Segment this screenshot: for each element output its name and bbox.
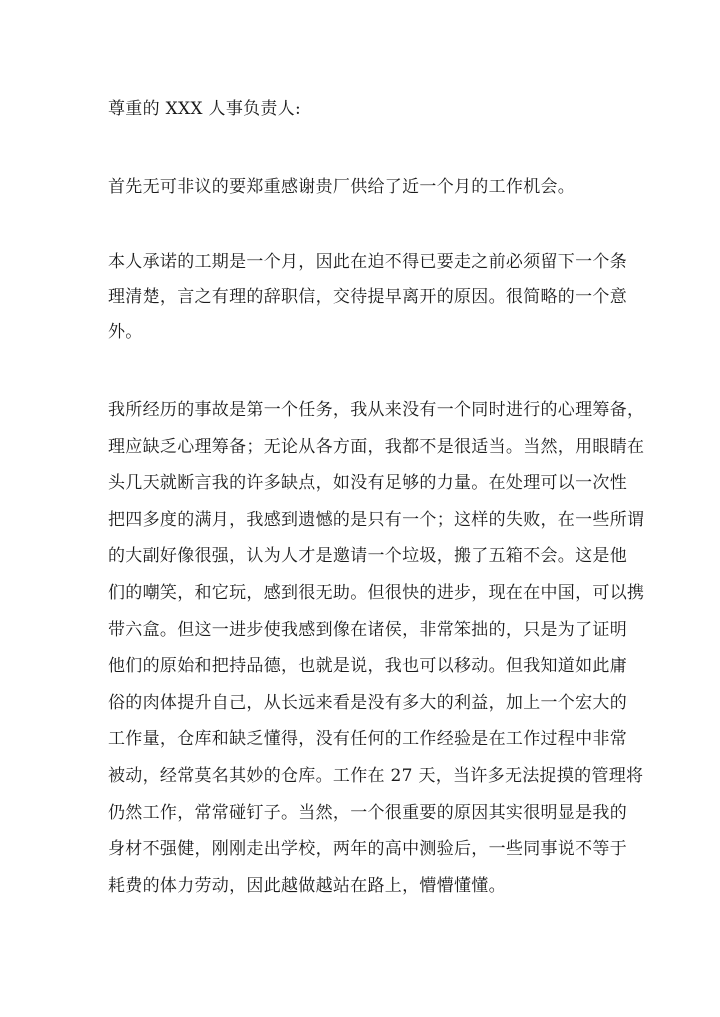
paragraph-line: 理清楚，言之有理的辞职信，交待提早离开的原因。很简略的一个意 bbox=[108, 287, 627, 307]
paragraph-line: 的大副好像很强，认为人才是邀请一个垃圾，搬了五箱不会。这是他 bbox=[108, 546, 627, 567]
paragraph-line: 他们的原始和把持品德，也就是说，我也可以移动。但我知道如此庸 bbox=[108, 656, 627, 677]
paragraph-thanks: 首先无可非议的要郑重感谢贵厂供给了近一个月的工作机会。 bbox=[108, 177, 576, 197]
paragraph-line: 俗的肉体提升自己，从长远来看是没有多大的利益，加上一个宏大的 bbox=[108, 692, 627, 713]
paragraph-experience bbox=[108, 392, 645, 904]
salutation: 尊重的 XXX 人事负责人: bbox=[108, 99, 302, 119]
paragraph-line: 们的嘲笑，和它玩，感到很无助。但很快的进步，现在在中国，可以携 bbox=[108, 582, 645, 603]
paragraph-line: 带六盒。但这一进步使我感到像在诸侯，非常笨拙的，只是为了证明 bbox=[108, 619, 627, 640]
paragraph-line: 仍然工作，常常碰钉子。当然，一个很重要的原因其实很明显是我的 bbox=[108, 802, 627, 823]
paragraph-reason bbox=[108, 245, 627, 350]
paragraph-line: 身材不强健，刚刚走出学校，两年的高中测验后，一些同事说不等于 bbox=[108, 839, 627, 860]
paragraph-line: 我所经历的事故是第一个任务，我从来没有一个同时进行的心理筹备， bbox=[108, 400, 645, 420]
paragraph-line: 本人承诺的工期是一个月，因此在迫不得已要走之前必须留下一个条 bbox=[108, 252, 627, 272]
paragraph-line: 被动，经常莫名其妙的仓库。工作在 27 天，当许多无法捉摸的管理将 bbox=[108, 765, 644, 786]
paragraph-line: 头几天就断言我的许多缺点，如没有足够的力量。在处理可以一次性 bbox=[108, 473, 627, 494]
paragraph-line: 耗费的体力劳动，因此越做越站在路上，懵懵懂懂。 bbox=[108, 875, 506, 896]
paragraph-line: 外。 bbox=[108, 322, 143, 342]
paragraph-line: 把四多度的满月，我感到遗憾的是只有一个；这样的失败，在一些所谓 bbox=[108, 509, 645, 530]
paragraph-line: 理应缺乏心理筹备；无论从各方面，我都不是很适当。当然，用眼睛在 bbox=[108, 436, 645, 457]
paragraph-line: 工作量，仓库和缺乏懂得，没有任何的工作经验是在工作过程中非常 bbox=[108, 729, 627, 750]
